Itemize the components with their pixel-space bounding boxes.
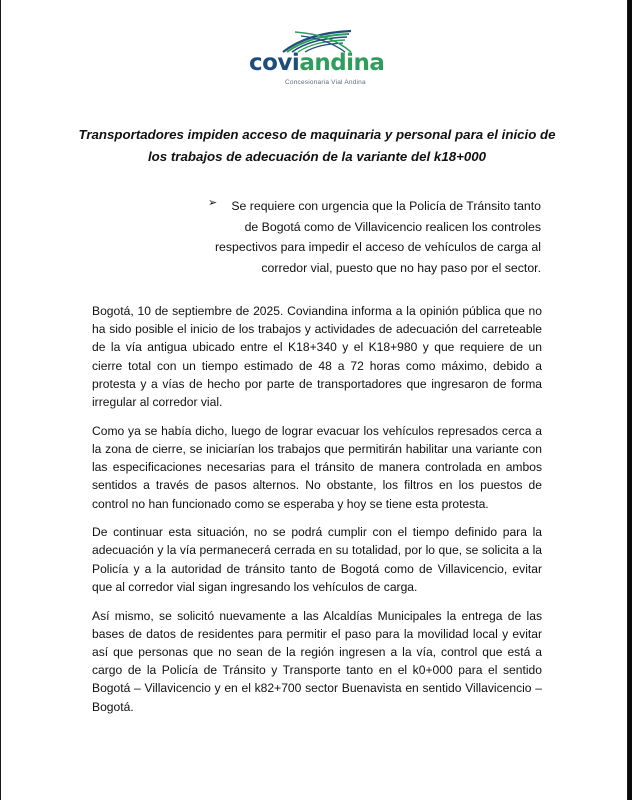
press-release-body <box>92 302 542 726</box>
document-title: Transportadores impiden acceso de maquinaria y personal para el inicio de los trabajos de adecuación de la variante del k18+000 <box>78 127 556 164</box>
body-paragraph-4: Así mismo, se solicitó nuevamente a las Alcaldías Municipales la entrega de las bases de datos de residentes para permitir el paso para la movilidad local y evitar así que personas que no sean de la región ingresen a la vía, control que está a cargo de la Policía de Tránsito y Transporte tanto en el k0+000 para el sentido Bogotá – Villavicencio y en el k82+700 sector Buenavista en sentido Villavicencio – Bogotá. <box>92 608 542 714</box>
logo-word-andina: andina <box>299 50 385 76</box>
body-paragraph-3: De continuar esta situación, no se podrá cumplir con el tiempo definido para la adecuación y la vía permanecerá cerrada en su totalidad, por lo que, se solicita a la Policía y a la autoridad de tránsito tanto de Bogotá como de Villavicencio, evitar que al corredor vial sigan ingresando los vehículos de carga. <box>92 525 542 594</box>
bullet-arrow-icon: ➢ <box>208 197 218 209</box>
urgent-request-bullet: Se requiere con urgencia que la Policía de Tránsito tanto de Bogotá como de Villavicencio realicen los controles respectivos para impedir el acceso de vehículos de carga al corredor vial, puesto que no hay paso por el sector. <box>214 199 541 275</box>
page-edge-shadow <box>628 0 632 800</box>
logo-word-covi: covi <box>249 50 300 76</box>
logo-wordmark <box>249 50 384 76</box>
coviandina-logo <box>245 28 385 88</box>
logo-subtitle: Concesionaria Vial Andina <box>285 79 366 86</box>
body-paragraph-2: Como ya se había dicho, luego de lograr evacuar los vehículos represados cerca a la zona de cierre, se iniciarían los trabajos que permitirán habilitar una variante con las especificaciones necesarias para el tránsito de manera controlada en ambos sentidos a través de pasos alternos. No obstante, los filtros en los puestos de control no han funcionado como se esperaba y hoy se tiene esta protesta. <box>92 423 542 511</box>
document-page <box>1 0 627 800</box>
body-paragraph-1: Bogotá, 10 de septiembre de 2025. Coviandina informa a la opinión pública que no ha sido posible el inicio de los trabajos y actividades de adecuación del carreteable de la vía antigua ubicado entre el K18+340 y el K18+980 y que requiere de un cierre total con un tiempo estimado de 48 a 72 horas como máximo, debido a protesta y a vías de hecho por parte de transportadores que ingresaron de forma irregular al corredor vial. <box>92 304 542 410</box>
